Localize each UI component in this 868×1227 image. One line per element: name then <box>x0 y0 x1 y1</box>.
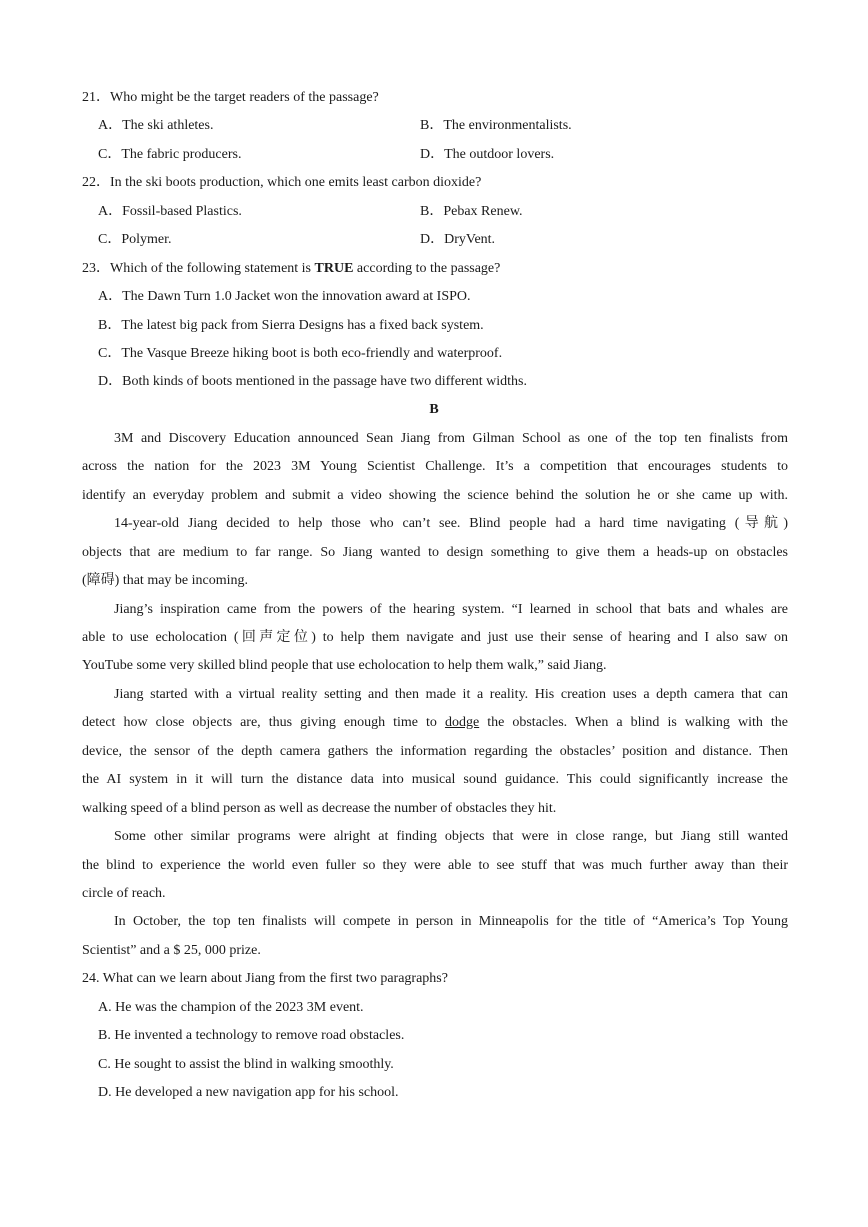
paragraph-6-line-2: Scientist” and a $ 25, 000 prize. <box>82 943 261 958</box>
question-21-stem: 21．Who might be the target readers of the passage? <box>82 90 379 105</box>
paragraph-4-line-2-pre: detect how close objects are, thus giving enough time to <box>82 715 445 730</box>
paragraph-2-line-3: (障碍) that may be incoming. <box>82 573 249 588</box>
paragraph-6-line-1: In October, the top ten finalists will compete in person in Minneapolis for the title of “America’s Top Young <box>114 914 788 929</box>
question-23-option-d: D．Both kinds of boots mentioned in the passage have two different widths. <box>98 374 528 389</box>
question-23-option-c: C．The Vasque Breeze hiking boot is both eco-friendly and waterproof. <box>98 346 503 361</box>
question-22-option-b: B．Pebax Renew. <box>420 204 523 219</box>
paragraph-4-line-1: Jiang started with a virtual reality setting and then made it a reality. His creation uses a depth camera that can <box>114 687 788 702</box>
question-23-option-b: B．The latest big pack from Sierra Designs has a fixed back system. <box>98 318 484 333</box>
paragraph-5-line-1: Some other similar programs were alright at finding objects that were in close range, but Jiang still wanted <box>114 829 788 844</box>
question-23-stem <box>82 259 500 279</box>
question-21-option-b: B．The environmentalists. <box>420 118 572 133</box>
paragraph-3-line-2: able to use echolocation (回声定位) to help them navigate and just use their sense of hearing and I also saw on <box>82 630 788 645</box>
paragraph-3-line-1: Jiang’s inspiration came from the powers of the hearing system. “I learned in school that bats and whales are <box>114 602 788 617</box>
paragraph-4-line-2-post: the obstacles. When a blind is walking with the <box>479 715 788 730</box>
underlined-word-dodge: dodge <box>444 715 480 730</box>
question-24-option-a: A. He was the champion of the 2023 3M event. <box>98 1000 364 1015</box>
question-21-option-c: C．The fabric producers. <box>98 147 242 162</box>
question-24-option-c: C. He sought to assist the blind in walking smoothly. <box>98 1057 394 1072</box>
question-21-option-d: D．The outdoor lovers. <box>420 147 555 162</box>
paragraph-4-line-4: the AI system in it will turn the distance data into musical sound guidance. This could significantly increase the <box>82 772 788 787</box>
section-b-heading: B <box>429 402 439 417</box>
question-23-stem-pre: 23．Which of the following statement is <box>82 261 315 276</box>
question-24-stem: 24. What can we learn about Jiang from the first two paragraphs? <box>82 971 448 986</box>
question-24-option-b: B. He invented a technology to remove road obstacles. <box>98 1028 405 1043</box>
paragraph-3-line-3: YouTube some very skilled blind people that use echolocation to help them walk,” said Jiang. <box>82 658 607 673</box>
question-23-stem-post: according to the passage? <box>353 261 501 276</box>
paragraph-2-line-2: objects that are medium to far range. So Jiang wanted to design something to give them a heads-up on obstacles <box>82 545 788 560</box>
question-23-stem-bold: TRUE <box>314 261 354 276</box>
question-22-option-a: A．Fossil-based Plastics. <box>98 204 242 219</box>
paragraph-1-line-1: 3M and Discovery Education announced Sean Jiang from Gilman School as one of the top ten finalists from <box>114 431 788 446</box>
paragraph-1-line-2: across the nation for the 2023 3M Young Scientist Challenge. It’s a competition that encourages students to <box>82 459 788 474</box>
paragraph-4-line-3: device, the sensor of the depth camera gathers the information regarding the obstacles’ position and distance. Then <box>82 744 788 759</box>
question-21-option-a: A．The ski athletes. <box>98 118 214 133</box>
paragraph-4-line-5: walking speed of a blind person as well as decrease the number of obstacles they hit. <box>82 801 557 816</box>
paragraph-4-line-2 <box>82 713 788 733</box>
paragraph-1-line-3: identify an everyday problem and submit a video showing the science behind the solution he or she came up with. <box>82 488 788 503</box>
question-22-option-c: C．Polymer. <box>98 232 172 247</box>
question-22-option-d: D．DryVent. <box>420 232 496 247</box>
paragraph-5-line-2: the blind to experience the world even fuller so they were able to see stuff that was much further away than their <box>82 858 788 873</box>
paragraph-5-line-3: circle of reach. <box>82 886 166 901</box>
paragraph-2-line-1: 14-year-old Jiang decided to help those who can’t see. Blind people had a hard time navigating (导航) <box>114 516 788 531</box>
question-24-option-d: D. He developed a new navigation app for his school. <box>98 1085 399 1100</box>
question-22-stem: 22．In the ski boots production, which one emits least carbon dioxide? <box>82 175 482 190</box>
question-23-option-a: A．The Dawn Turn 1.0 Jacket won the innovation award at ISPO. <box>98 289 471 304</box>
